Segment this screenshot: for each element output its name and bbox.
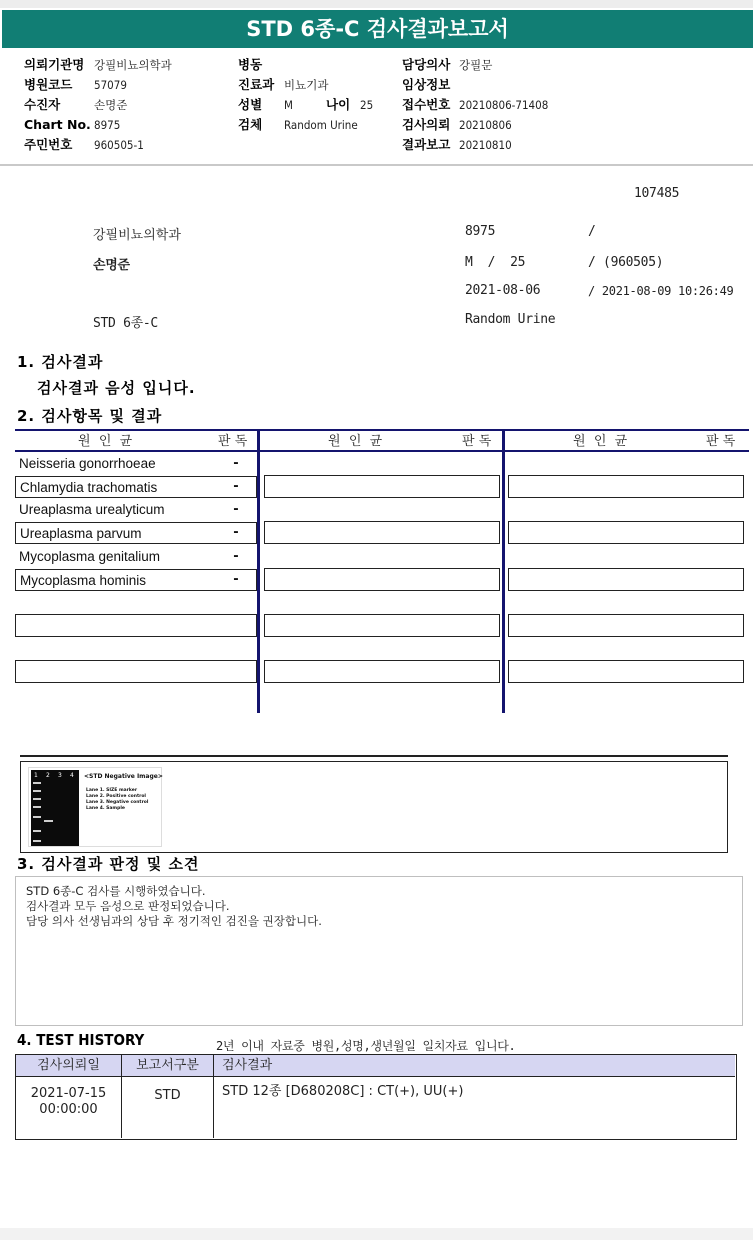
history-time: 00:00:00 <box>39 1102 98 1117</box>
top-strip <box>0 0 753 8</box>
history-date: 2021-07-15 <box>30 1086 107 1101</box>
report-datetime: / 2021-08-09 10:26:49 <box>588 284 734 298</box>
table-column-divider <box>502 429 505 713</box>
gel-legend: Lane 2. Positive control <box>86 794 146 799</box>
organism-name: Ureaplasma urealyticum <box>19 502 165 517</box>
gel-legend: Lane 4. Sample <box>86 806 125 811</box>
empty-row <box>508 660 744 683</box>
header-field: 의뢰기관명 강필비뇨의학과 <box>24 57 172 72</box>
empty-row <box>508 568 744 591</box>
history-header: 검사결과 <box>214 1055 735 1077</box>
organism-result: - <box>233 456 239 471</box>
opinion-line: 담당 의사 선생님과의 상담 후 정기적인 검진을 권장합니다. <box>26 914 322 928</box>
organism-name: Chlamydia trachomatis <box>20 480 158 495</box>
empty-row <box>508 521 744 544</box>
history-type: STD <box>122 1077 214 1138</box>
header-left <box>24 55 172 155</box>
empty-row <box>15 660 257 683</box>
header-field: 병원코드 57079 <box>24 77 127 92</box>
header-right <box>402 55 548 155</box>
organism-name: Ureaplasma parvum <box>20 526 142 541</box>
gel-band <box>33 798 41 800</box>
gel-caption: <STD Negative Image> <box>84 773 163 780</box>
organism-name: Neisseria gonorrhoeae <box>19 456 156 471</box>
organism-result: - <box>233 572 239 587</box>
header-field: 임상정보 <box>402 77 451 92</box>
lane-number: 2 <box>46 772 50 779</box>
gel-band <box>33 830 41 832</box>
history-header: 보고서구분 <box>122 1055 214 1077</box>
organism-result: - <box>233 479 239 494</box>
image-top-line <box>20 755 728 757</box>
empty-row <box>264 521 500 544</box>
header-field: 검체 Random Urine <box>238 117 358 132</box>
opinion-line: STD 6종-C 검사를 시행하였습니다. <box>26 884 206 898</box>
table-column-divider <box>257 429 260 713</box>
test-name: STD 6종-C <box>93 316 158 331</box>
organism-row <box>15 476 257 498</box>
gel-image <box>28 767 162 847</box>
header-field: 주민번호 960505-1 <box>24 137 144 152</box>
result-summary: 검사결과 음성 입니다. <box>37 379 196 397</box>
organism-row <box>15 546 257 568</box>
header-field: Chart No. 8975 <box>24 117 121 132</box>
header-field: 접수번호 20210806-71408 <box>402 97 549 112</box>
empty-row <box>264 614 500 637</box>
opinion-line: 검사결과 모두 음성으로 판정되었습니다. <box>26 899 230 913</box>
gel-band <box>33 806 41 808</box>
empty-row <box>264 475 500 498</box>
col-judge-header: 판 독 <box>706 434 736 449</box>
empty-row <box>508 475 744 498</box>
empty-row <box>264 568 500 591</box>
birth-date: / (960505) <box>588 255 664 270</box>
section-3-title: 3. 검사결과 판정 및 소견 <box>17 855 200 873</box>
header-field: 진료과 비뇨기과 <box>238 77 329 92</box>
lane-number: 1 <box>34 772 38 779</box>
col-judge-header: 판 독 <box>462 434 492 449</box>
organism-name: Mycoplasma hominis <box>20 573 147 588</box>
gel-band <box>33 816 41 818</box>
organism-row <box>15 453 257 475</box>
table-header-line <box>15 450 749 452</box>
gel-band <box>33 782 41 784</box>
empty-row <box>508 614 744 637</box>
organism-result: - <box>233 525 239 540</box>
header-field: 검사의뢰 20210806 <box>402 117 512 132</box>
col-judge-header: 판 독 <box>218 434 248 449</box>
organism-name: Mycoplasma genitalium <box>19 549 161 564</box>
header-field: 담당의사 강필문 <box>402 57 493 72</box>
organism-result: - <box>233 549 239 564</box>
section-1-title: 1. 검사결과 <box>17 353 104 371</box>
lane-number: 4 <box>70 772 74 779</box>
empty-row <box>15 614 257 637</box>
sex-age: M / 25 <box>465 255 526 270</box>
header-field: 수진자 손명준 <box>24 97 128 112</box>
history-table <box>15 1054 737 1140</box>
section-4-title: 4. TEST HISTORY <box>17 1031 145 1049</box>
header-middle <box>238 55 373 135</box>
organism-row <box>15 522 257 544</box>
lane-number: 3 <box>58 772 62 779</box>
request-date: 2021-08-06 <box>465 283 541 298</box>
history-date-cell <box>16 1077 122 1138</box>
col-organism-header: 원 인 균 <box>573 434 628 449</box>
gel-legend: Lane 1. SIZE marker <box>86 788 138 793</box>
opinion-box <box>15 876 743 1026</box>
specimen: Random Urine <box>465 312 556 327</box>
gel-legend: Lane 3. Negative control <box>86 800 149 805</box>
report-title: STD 6종-C 검사결과보고서 <box>2 10 753 48</box>
header-field: 결과보고 20210810 <box>402 137 512 152</box>
bottom-strip <box>0 1228 753 1240</box>
gel-band <box>33 840 41 842</box>
chart-number: 8975 <box>465 224 496 239</box>
history-note: 2년 이내 자료중 병원,성명,생년월일 일치자료 입니다. <box>216 1039 516 1053</box>
section-2-title: 2. 검사항목 및 결과 <box>17 407 163 425</box>
gel-band <box>33 790 41 792</box>
report-number: 107485 <box>634 186 680 201</box>
organism-row <box>15 569 257 591</box>
gel-band <box>44 820 53 822</box>
col-organism-header: 원 인 균 <box>328 434 383 449</box>
history-header: 검사의뢰일 <box>16 1055 122 1077</box>
empty-row <box>264 660 500 683</box>
history-result: STD 12종 [D680208C] : CT(+), UU(+) <box>222 1084 464 1099</box>
patient-name: 손명준 <box>93 258 130 273</box>
organism-result: - <box>233 502 239 517</box>
separator: / <box>588 224 596 239</box>
header-divider <box>0 164 753 166</box>
col-organism-header: 원 인 균 <box>78 434 133 449</box>
organism-row <box>15 499 257 521</box>
hospital-name: 강필비뇨의학과 <box>93 228 181 243</box>
gel-photo <box>31 770 79 846</box>
header-field: 병동 <box>238 57 263 72</box>
header-field: 성별 M 나이 25 <box>238 97 374 112</box>
